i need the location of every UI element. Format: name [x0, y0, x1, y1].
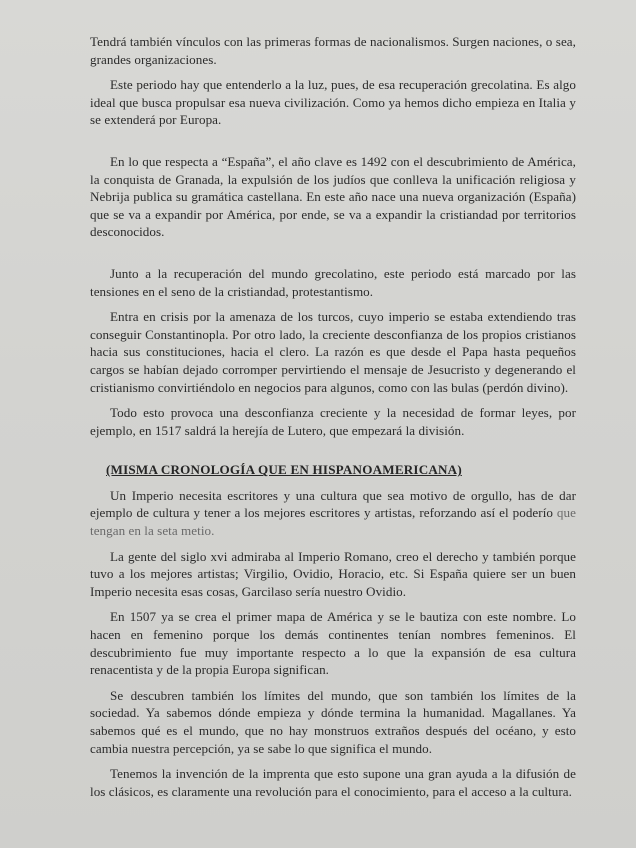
paragraph-imperio-faded: que tengan en la seta metio.	[90, 505, 576, 539]
document-text	[90, 33, 576, 800]
paragraph-tensiones-cristiandad: Junto a la recuperación del mundo grecolatino, este periodo está marcado por las tensiones en el seno de la cristiandad, protestantismo.	[90, 265, 576, 299]
paragraph-imperio-escritores	[90, 487, 576, 540]
paragraph-limites-mundo: Se descubren también los límites del mundo, que son también los límites de la sociedad. Ya sabemos dónde empieza y dónde termina la humanidad. Magallanes. Ya sabemos qué es el mundo, que no hay monstruos extraños después del océano, y esto cambia nuestra percepción, ya se sabe lo que significa el mundo.	[90, 687, 576, 756]
paragraph-imperio-romano: La gente del siglo xvi admiraba al Imperio Romano, creo el derecho y también porque tuvo a los mejores artistas; Virgilio, Ovidio, Horacio, etc. Si España quiere ser un buen Imperio necesita esas cosas, Garcilaso sería nuestro Ovidio.	[90, 548, 576, 599]
paragraph-imprenta: Tenemos la invención de la imprenta que esto supone una gran ayuda a la difusión de los clásicos, es claramente una revolución para el conocimiento, para el acceso a la cultura.	[90, 766, 576, 799]
paragraph-recuperacion-grecolatina: Este periodo hay que entenderlo a la luz, pues, de esa recuperación grecolatina. Es algo ideal que busca propulsar esa nueva civilización. Como ya hemos dicho empieza en Italia y se extenderá por Europa.	[90, 77, 576, 128]
paragraph-crisis-turcos: Entra en crisis por la amenaza de los turcos, cuyo imperio se estaba extendiendo tras conseguir Constantinopla. Por otro lado, la creciente desconfianza de los propios cristianos hacia sus constituciones, hacia el clero. La razón es que desde el Papa hasta pequeños cargos se habían dejado corromper pervirtiendo el mensaje de Jesucristo y degenerando el cristianismo convirtiéndolo en negocios para algunos, como con las bulas (perdón divino).	[90, 309, 576, 395]
paragraph-lutero: Todo esto provoca una desconfianza creciente y la necesidad de formar leyes, por ejemplo, en 1517 saldrá la herejía de Lutero, que empezará la división.	[90, 405, 576, 438]
paragraph-imperio-main: Un Imperio necesita escritores y una cultura que sea motivo de orgullo, has de dar ejemplo de cultura y tener a los mejores escritores y artistas, reforzando así el poderío	[90, 487, 576, 521]
paragraph-nacionalismos: Tendrá también vínculos con las primeras formas de nacionalismos. Surgen naciones, o sea, grandes organizaciones.	[90, 34, 576, 67]
paragraph-mapa-america: En 1507 ya se crea el primer mapa de América y se le bautiza con este nombre. Lo hacen en femenino porque los demás continentes tenían nombres femeninos. El descubrimiento fue muy importante respecto a lo que la expansión de esa cultura renacentista y de la propia Europa significan.	[90, 609, 576, 678]
section-heading: (MISMA CRONOLOGÍA QUE EN HISPANOAMERICANA)	[106, 462, 462, 478]
paragraph-espana-1492: En lo que respecta a “España”, el año clave es 1492 con el descubrimiento de América, la conquista de Granada, la expulsión de los judíos que conlleva la unificación religiosa y Nebrija publica su gramática castellana. En este año nace una nueva organización (España) que se va a expandir por América, por ende, se va a expandir la cristiandad por territorios desconocidos.	[90, 153, 576, 240]
